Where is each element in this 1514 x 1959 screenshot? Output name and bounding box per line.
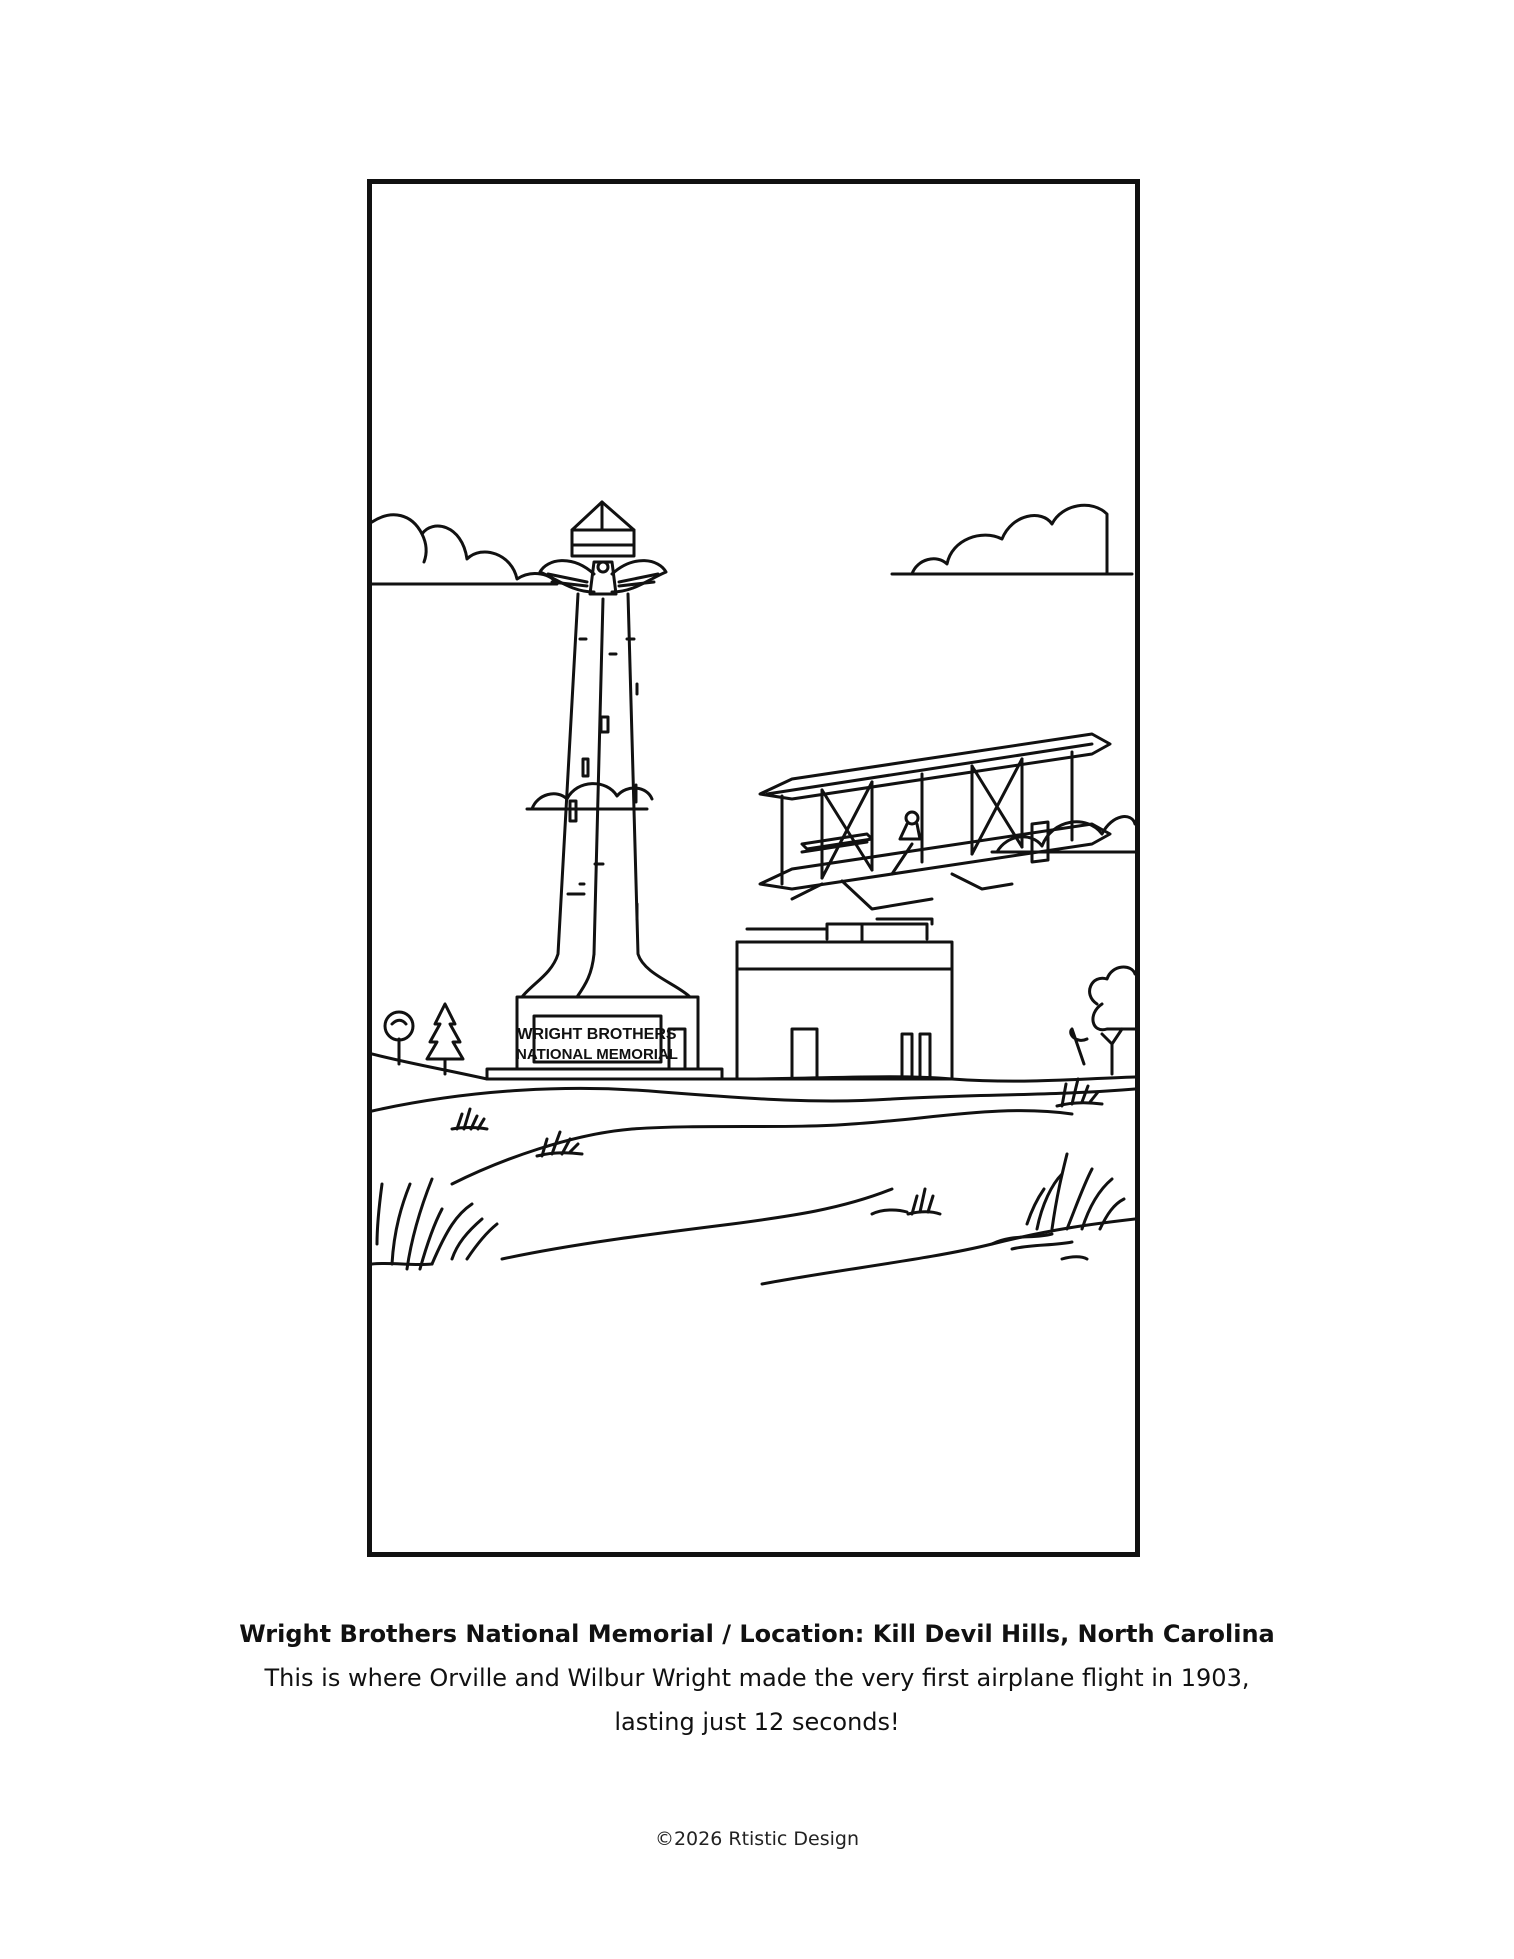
cloud-left-icon: [372, 515, 557, 584]
wright-flyer-icon: [760, 734, 1110, 909]
caption-title: Wright Brothers National Memorial / Location: Kill Devil Hills, North Carolina: [239, 1620, 1275, 1648]
visitor-building-icon: [737, 919, 952, 1079]
tree-small-icon: [385, 1012, 413, 1064]
grass-tuft-left-icon: [372, 1179, 497, 1269]
pine-tree-icon: [427, 1004, 463, 1074]
sand-dune-icon: [372, 1054, 1135, 1284]
memorial-illustration: [372, 184, 1135, 1552]
sign-line2: NATIONAL MEMORIAL: [516, 1046, 678, 1063]
cloud-top-right-icon: [892, 505, 1132, 574]
sign-line1: WRIGHT BROTHERS: [517, 1026, 677, 1043]
monument-icon: [487, 502, 722, 1079]
tree-right-icon: [1071, 967, 1135, 1074]
grass-tuft-small-icon: [452, 1109, 487, 1129]
copyright-notice: ©2026 Rtistic Design: [654, 1828, 860, 1850]
coloring-frame: [367, 179, 1140, 1557]
caption-description-line2: lasting just 12 seconds!: [614, 1708, 900, 1736]
caption-description-line1: This is where Orville and Wilbur Wright made the very first airplane flight in 1903,: [264, 1664, 1250, 1692]
grass-tuft-right-icon: [1027, 1154, 1124, 1229]
grass-tuft-center-icon: [908, 1189, 940, 1214]
